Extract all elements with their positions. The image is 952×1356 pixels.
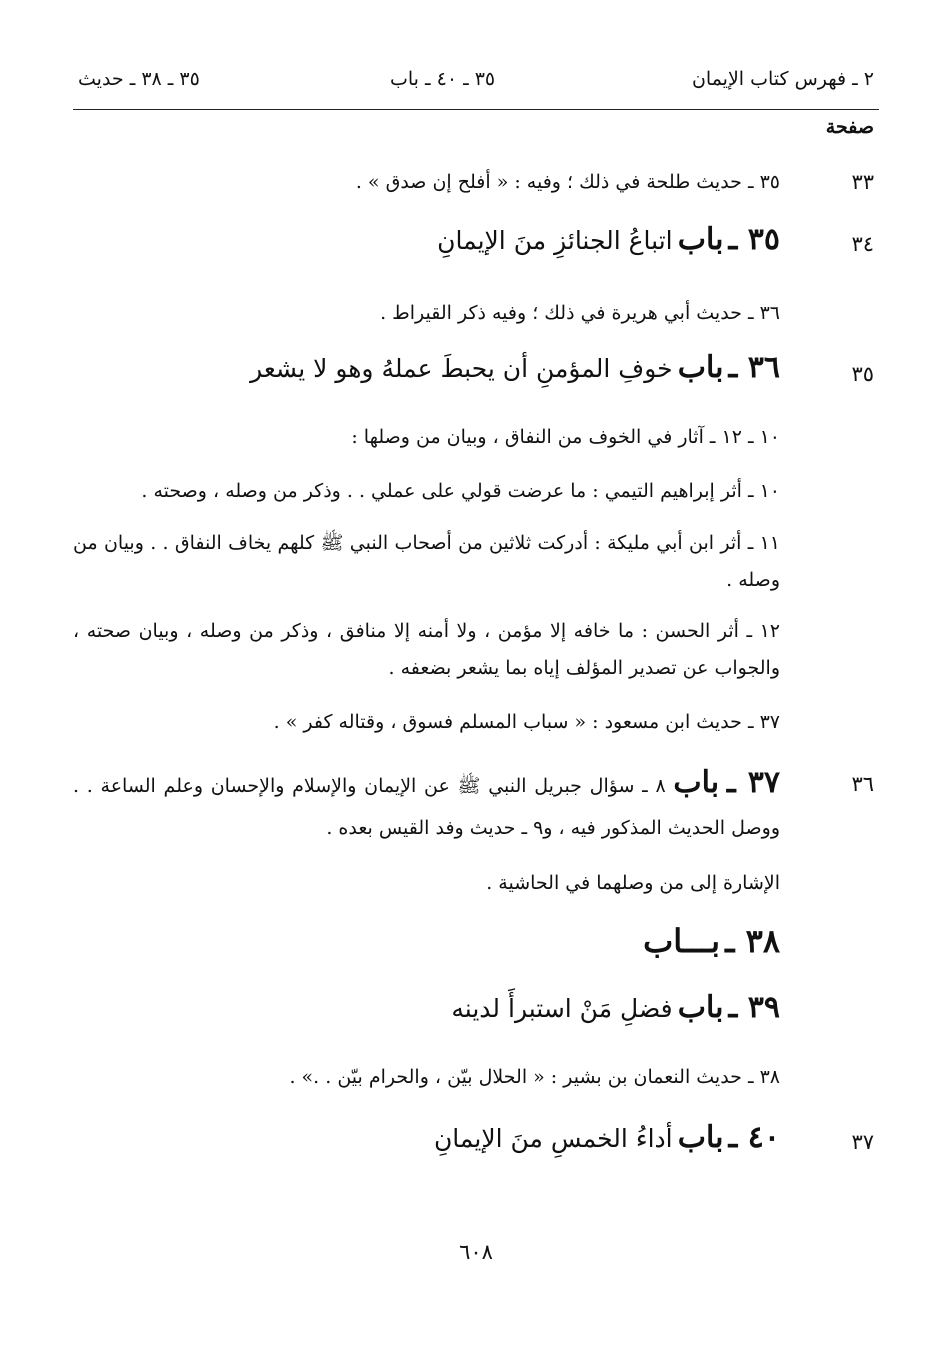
- chapter-heading: [250, 350, 780, 385]
- chapter-number: ٣٥ ـ: [728, 222, 780, 257]
- chapter-number: ٣٧ ـ: [726, 765, 781, 800]
- page-ref: ٣٣: [851, 170, 874, 194]
- chapter-heading: [73, 762, 780, 849]
- athar-entry: ١٢ ـ أثر الحسن : ما خافه إلا مؤمن ، ولا أمنه إلا منافق ، وذكر من وصله ، وبيان صحته ، والجواب عن تصدير المؤلف إياه بما يشعر بضعفه .: [73, 620, 780, 679]
- chapter-heading: [451, 990, 780, 1025]
- chapter-word: باب: [677, 222, 724, 257]
- chapter-word: باب: [677, 990, 724, 1025]
- header-rule: [73, 109, 879, 110]
- hadith-entry: ٣٦ ـ حديث أبي هريرة في ذلك ؛ وفيه ذكر القيراط .: [380, 302, 780, 324]
- running-header-center: ٣٥ ـ ٤٠ ـ باب: [390, 68, 496, 90]
- athar-entry: ١٠ ـ أثر إبراهيم التيمي : ما عرضت قولي على عملي . . وذكر من وصله ، وصحته .: [141, 480, 780, 502]
- chapter-heading: [437, 222, 780, 257]
- page-number: ٦٠٨: [459, 1240, 493, 1264]
- chapter-heading: [643, 922, 780, 960]
- running-header-left: ٣٥ ـ ٣٨ ـ حديث: [78, 68, 200, 90]
- chapter-title: أداءُ الخمسِ منَ الإيمانِ: [433, 1124, 673, 1153]
- chapter-title: ٨ ـ سؤال جبريل النبي ﷺ عن الإيمان والإسلام والإحسان وعلم الساعة . . ووصل الحديث المذكور فيه ، و٩ ـ حديث وفد القيس بعده .: [73, 775, 780, 839]
- chapter-number: ٣٨ ـ: [725, 922, 780, 960]
- chapter-word: بـــاب: [643, 922, 721, 960]
- chapter-number: ٣٦ ـ: [728, 350, 780, 385]
- chapter-heading: [434, 1120, 780, 1155]
- chapter-word: باب: [677, 350, 724, 385]
- hadith-entry: ٣٥ ـ حديث طلحة في ذلك ؛ وفيه : « أفلح إن صدق » .: [355, 171, 780, 193]
- chapter-title: فضلِ مَنْ استبرأَ لدينه: [451, 994, 673, 1023]
- hadith-entry: ٣٧ ـ حديث ابن مسعود : « سباب المسلم فسوق ، وقتاله كفر » .: [273, 711, 780, 733]
- note-entry: الإشارة إلى من وصلهما في الحاشية .: [486, 872, 780, 894]
- page-ref: ٣٥: [851, 362, 874, 386]
- hadith-entry: ٣٨ ـ حديث النعمان بن بشير : « الحلال بيّن ، والحرام بيّن . .» .: [289, 1066, 780, 1088]
- page-column-label: صفحة: [825, 116, 874, 138]
- athar-entry: ١١ ـ أثر ابن أبي مليكة : أدركت ثلاثين من أصحاب النبي ﷺ كلهم يخاف النفاق . . وبيان من وصله .: [73, 532, 780, 591]
- chapter-title: اتباعُ الجنائزِ منَ الإيمانِ: [437, 226, 673, 255]
- running-header-right: ٢ ـ فهرس كتاب الإيمان: [691, 68, 874, 90]
- athar-group-entry: ١٠ ـ ١٢ ـ آثار في الخوف من النفاق ، وبيان من وصلها :: [351, 426, 780, 448]
- chapter-number: ٤٠ ـ: [728, 1120, 780, 1155]
- chapter-word: باب: [673, 765, 720, 800]
- chapter-word: باب: [677, 1120, 724, 1155]
- page-ref: ٣٧: [851, 1130, 874, 1154]
- page-ref: ٣٤: [851, 232, 874, 256]
- chapter-number: ٣٩ ـ: [728, 990, 780, 1025]
- chapter-title: خوفِ المؤمنِ أن يحبطَ عملهُ وهو لا يشعر: [250, 354, 673, 383]
- page-ref: ٣٦: [851, 772, 874, 796]
